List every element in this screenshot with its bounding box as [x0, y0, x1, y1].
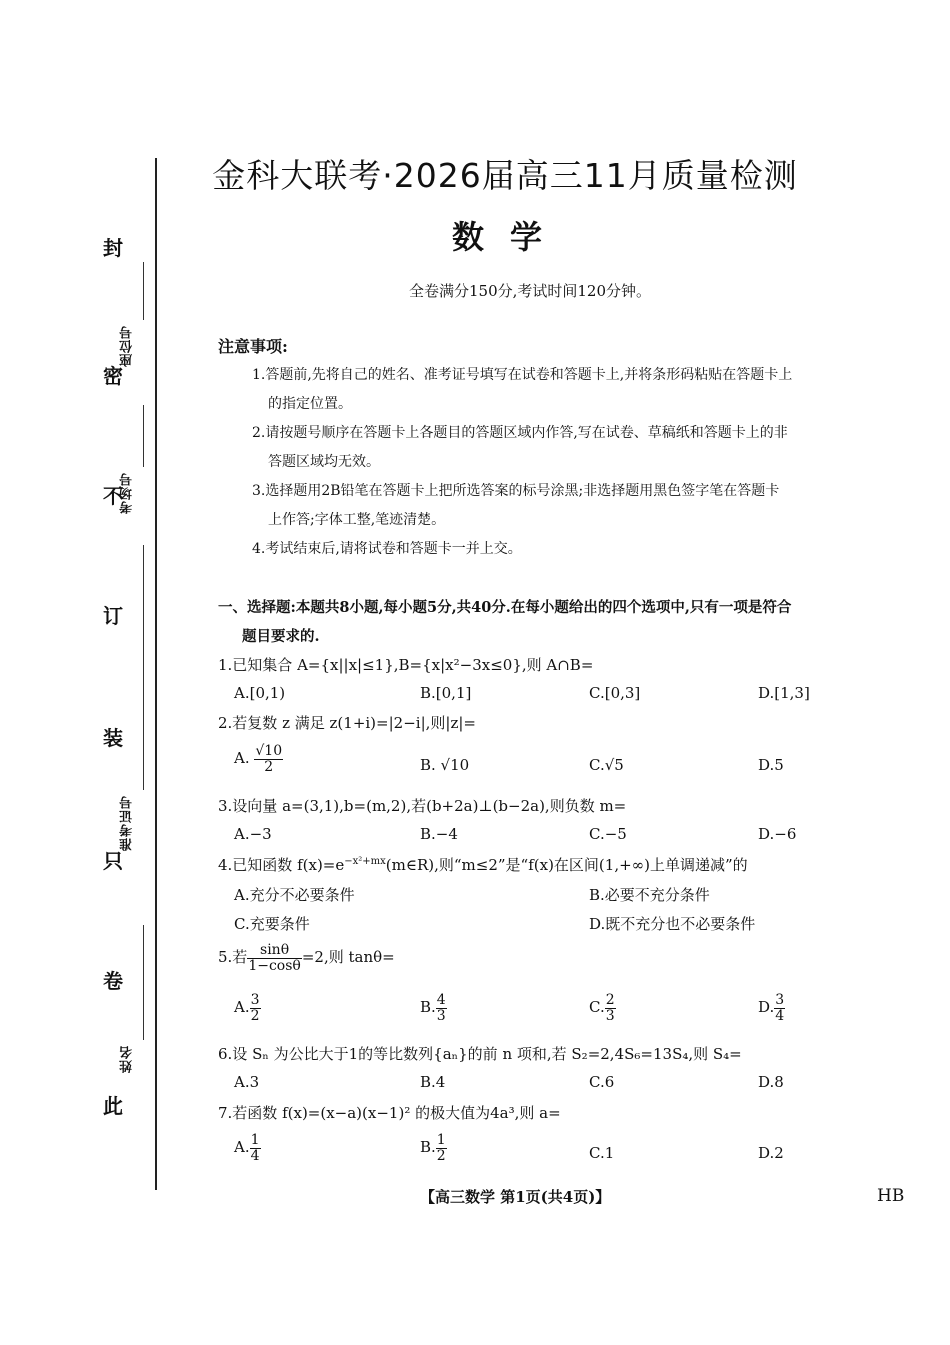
- q2-a-den: 2: [264, 758, 274, 775]
- notice-line: 的指定位置。: [268, 396, 352, 412]
- question-4-stem: [218, 854, 748, 875]
- q6-option-a: A.3: [234, 1073, 260, 1091]
- question-2-stem: 2.若复数 z 满足 z(1+i)=|2−i|,则|z|=: [218, 714, 476, 732]
- exam-info: 全卷满分150分,考试时间120分钟。: [408, 282, 652, 300]
- seal-char-juan: 卷: [103, 969, 123, 993]
- name-field[interactable]: [143, 925, 144, 1040]
- q5-c-num: 2: [605, 992, 615, 1008]
- notice-line: 3.选择题用2B铅笔在答题卡上把所选答案的标号涂黑;非选择题用黑色签字笔在答题卡: [252, 483, 780, 499]
- q4-option-b: B.必要不充分条件: [589, 886, 710, 904]
- q7-b-den: 2: [436, 1147, 446, 1164]
- q5-option-a: [234, 993, 261, 1023]
- q5-stem-pre: 5.若: [218, 948, 248, 967]
- seal-char-zhi: 只: [103, 849, 123, 873]
- q5-a-num: 3: [250, 992, 260, 1008]
- q4-option-c: C.充要条件: [234, 915, 310, 933]
- section-heading: 一、选择题:本题共8小题,每小题5分,共40分.在每小题给出的四个选项中,只有一项是符合: [218, 599, 792, 616]
- q1-option-d: D.[1,3]: [758, 684, 810, 702]
- q7-b-num: 1: [436, 1132, 446, 1148]
- q5-c-den: 3: [605, 1007, 615, 1024]
- question-7-stem: 7.若函数 f(x)=(x−a)(x−1)² 的极大值为4a³,则 a=: [218, 1104, 561, 1122]
- q5-b-den: 3: [436, 1007, 446, 1024]
- seat-number-label: 座位号: [120, 325, 135, 367]
- seal-char-feng: 封: [103, 236, 123, 260]
- question-1-stem: 1.已知集合 A={x||x|≤1},B={x|x²−3x≤0},则 A∩B=: [218, 656, 594, 674]
- q4-option-a: A.充分不必要条件: [234, 886, 355, 904]
- q5-fraction: [247, 943, 302, 973]
- notice-line: 4.考试结束后,请将试卷和答题卡一并上交。: [252, 541, 522, 557]
- q5-a-label: A.: [234, 998, 250, 1017]
- question-5-stem: [218, 943, 395, 973]
- q2-option-b: B. √10: [420, 756, 470, 774]
- seal-char-mi: 密: [103, 364, 123, 388]
- q5-den: 1−cosθ: [248, 957, 301, 974]
- notice-line: 2.请按题号顺序在答题卡上各题目的答题区域内作答,写在试卷、草稿纸和答题卡上的非: [252, 425, 788, 441]
- q7-option-b: [420, 1133, 447, 1163]
- exam-id-label: 准考证号: [120, 795, 135, 851]
- binding-line: [155, 158, 157, 1190]
- q5-d-den: 4: [775, 1007, 785, 1024]
- q5-option-d: [758, 993, 785, 1023]
- q6-option-c: C.6: [589, 1073, 615, 1091]
- q2-a-fraction: [254, 744, 283, 774]
- q2-option-d: D.5: [758, 756, 784, 774]
- q3-option-d: D.−6: [758, 825, 797, 843]
- seal-char-zhuang: 装: [103, 726, 123, 750]
- q5-num: sinθ: [247, 943, 302, 959]
- q7-option-c: C.1: [589, 1144, 615, 1162]
- q5-a-fraction: [250, 993, 261, 1023]
- q2-a-num: √10: [255, 743, 283, 759]
- notice-line: 答题区域均无效。: [268, 454, 380, 470]
- q6-option-b: B.4: [420, 1073, 446, 1091]
- q7-a-num: 1: [250, 1132, 260, 1148]
- q6-option-d: D.8: [758, 1073, 784, 1091]
- notice-line: 上作答;字体工整,笔迹清楚。: [268, 512, 446, 528]
- exam-title: 金科大联考·2026届高三11月质量检测: [212, 156, 798, 195]
- page-footer: 【高三数学 第1页(共4页)】: [420, 1188, 611, 1206]
- subject-title: 数学: [451, 218, 568, 256]
- q5-b-fraction: [436, 993, 447, 1023]
- q5-option-c: [589, 993, 616, 1023]
- seal-char-ding: 订: [103, 604, 123, 628]
- q2-a-label: A.: [234, 749, 250, 768]
- paper-code: HB: [877, 1186, 905, 1206]
- q1-option-a: A.[0,1): [234, 684, 286, 702]
- q7-a-fraction: [250, 1133, 261, 1163]
- q4-option-d: D.既不充分也不必要条件: [589, 915, 756, 933]
- section-heading-cont: 题目要求的.: [242, 628, 320, 645]
- name-label: 姓名: [120, 1045, 135, 1073]
- q3-option-b: B.−4: [420, 825, 458, 843]
- q5-d-num: 3: [775, 992, 785, 1008]
- q5-b-num: 4: [436, 992, 446, 1008]
- seal-char-ci: 此: [103, 1094, 123, 1118]
- q5-c-fraction: [605, 993, 616, 1023]
- q7-option-a: [234, 1133, 261, 1163]
- q5-option-b: [420, 993, 447, 1023]
- q5-d-fraction: [774, 993, 785, 1023]
- q4-stem-pre: 4.已知函数 f(x)=e: [218, 856, 345, 874]
- q7-option-d: D.2: [758, 1144, 784, 1162]
- q1-option-b: B.[0,1]: [420, 684, 472, 702]
- question-3-stem: 3.设向量 a=(3,1),b=(m,2),若(b+2a)⊥(b−2a),则负数 m=: [218, 797, 627, 815]
- q7-b-label: B.: [420, 1138, 436, 1157]
- q4-stem-post: (m∈R),则“m≤2”是“f(x)在区间(1,+∞)上单调递减”的: [385, 856, 748, 874]
- q3-option-a: A.−3: [234, 825, 272, 843]
- q7-a-den: 4: [250, 1147, 260, 1164]
- q5-stem-post: =2,则 tanθ=: [301, 948, 395, 967]
- q2-option-a: [234, 744, 283, 774]
- q5-d-label: D.: [758, 998, 775, 1017]
- notice-line: 1.答题前,先将自己的姓名、准考证号填写在试卷和答题卡上,并将条形码粘贴在答题卡上: [252, 367, 793, 383]
- room-number-label: 考场号: [120, 472, 135, 514]
- q5-b-label: B.: [420, 998, 436, 1017]
- exam-id-field[interactable]: [143, 545, 144, 790]
- q3-option-c: C.−5: [589, 825, 627, 843]
- q1-option-c: C.[0,3]: [589, 684, 641, 702]
- q7-b-fraction: [436, 1133, 447, 1163]
- notice-heading: 注意事项:: [218, 337, 288, 356]
- seal-char-bu: 不: [103, 484, 123, 508]
- room-number-field[interactable]: [143, 405, 144, 467]
- q2-option-c: C.√5: [589, 756, 624, 774]
- q5-c-label: C.: [589, 998, 605, 1017]
- question-6-stem: 6.设 Sₙ 为公比大于1的等比数列{aₙ}的前 n 项和,若 S₂=2,4S₆=13S₄,则 S₄=: [218, 1045, 742, 1063]
- q7-a-label: A.: [234, 1138, 250, 1157]
- q4-exponent: −x²+mx: [344, 856, 386, 867]
- q5-a-den: 2: [250, 1007, 260, 1024]
